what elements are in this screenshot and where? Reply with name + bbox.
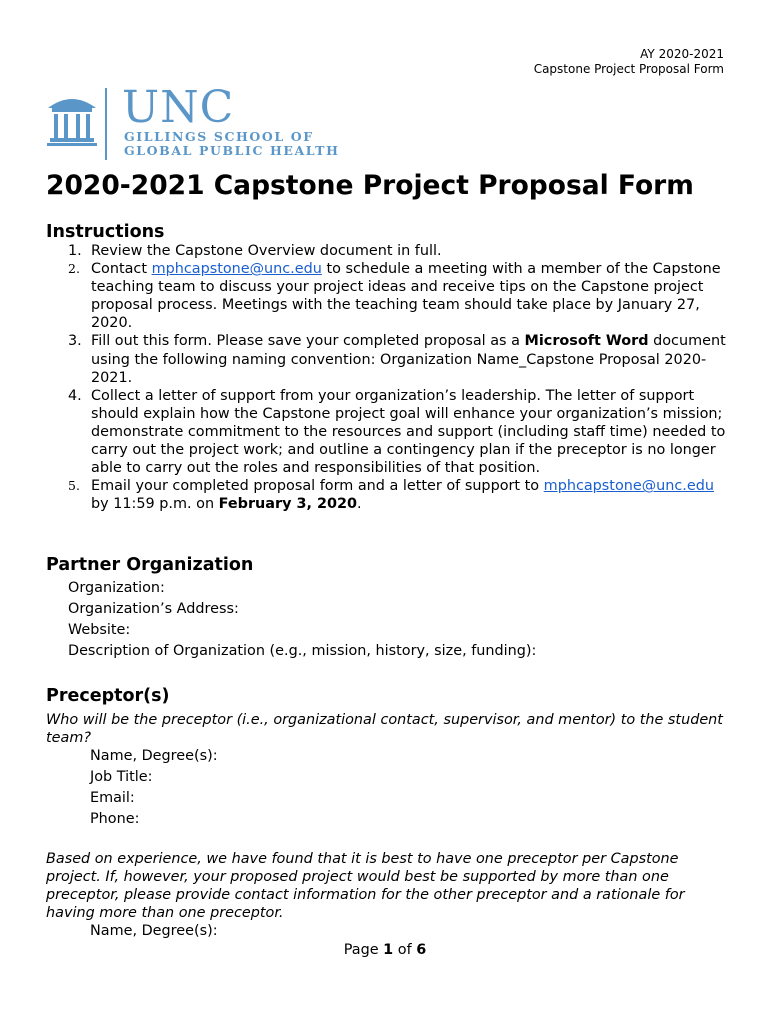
logo-subtitle-1: GILLINGS SCHOOL OF [124,129,314,144]
header-form-name: Capstone Project Proposal Form [533,62,724,76]
preceptor-question: Who will be the preceptor (i.e., organizational contact, supervisor, and mentor) to the student team? [46,712,723,747]
page-title: 2020-2021 Capstone Project Proposal Form [46,170,694,201]
old-well-icon [44,92,100,148]
preceptor-note: Based on experience, we have found that it is best to have one preceptor per Capstone project. If, however, your proposed project would best be supported by more than one preceptor, please provide contact information for the other preceptor and a rationale for having more than one preceptor. [46,851,685,922]
address-field: Organization’s Address: [68,601,239,617]
preceptor-heading: Preceptor(s) [46,686,170,706]
email-link[interactable]: mphcapstone@unc.edu [151,261,322,278]
list-item: 3. Fill out this form. Please save your completed proposal as a Microsoft Word document using the following naming convention: Organization Name_Capstone Proposal 2020-2021. [68,333,726,386]
page-number: 1 [383,942,394,958]
list-item: 1. Review the Capstone Overview document in full. [68,243,442,259]
logo-wordmark: UNC [122,82,235,133]
header-year: AY 2020-2021 [640,47,724,61]
logo-divider [105,88,107,160]
email-link[interactable]: mphcapstone@unc.edu [543,478,714,495]
name-degree-field: Name, Degree(s): [90,748,218,764]
list-item: 2. Contact mphcapstone@unc.edu to schedule a meeting with a member of the Capstone teaching team to discuss your project ideas and receive tips on the Capstone project proposal process. Meetings with the teaching team should take place by January 27, 2020. [68,261,721,332]
instructions-list [46,242,736,513]
job-title-field: Job Title: [90,769,153,785]
logo-subtitle-2: GLOBAL PUBLIC HEALTH [124,143,340,158]
list-item: 5. Email your completed proposal form and a letter of support to mphcapstone@unc.edu by 11:59 p.m. on February 3, 2020. [68,478,714,513]
phone-field: Phone: [90,811,140,827]
unc-gillings-logo [44,82,344,160]
page-footer: Page 1 of 6 [343,942,427,958]
email-field: Email: [90,790,135,806]
website-field: Website: [68,622,131,638]
organization-field: Organization: [68,580,165,596]
page-total: 6 [416,942,427,958]
description-field: Description of Organization (e.g., mission, history, size, funding): [68,643,537,659]
partner-heading: Partner Organization [46,555,254,575]
second-name-degree-field: Name, Degree(s): [90,923,218,939]
list-item: 4. Collect a letter of support from your organization’s leadership. The letter of support should explain how the Capstone project goal will enhance your organization’s mission; demonstrate commitment to the resources and support (including staff time) needed to carry out the project work; and outline a contingency plan if the preceptor is no longer able to carry out the roles and responsibilities of that position. [68,387,726,477]
instructions-heading: Instructions [46,222,165,242]
